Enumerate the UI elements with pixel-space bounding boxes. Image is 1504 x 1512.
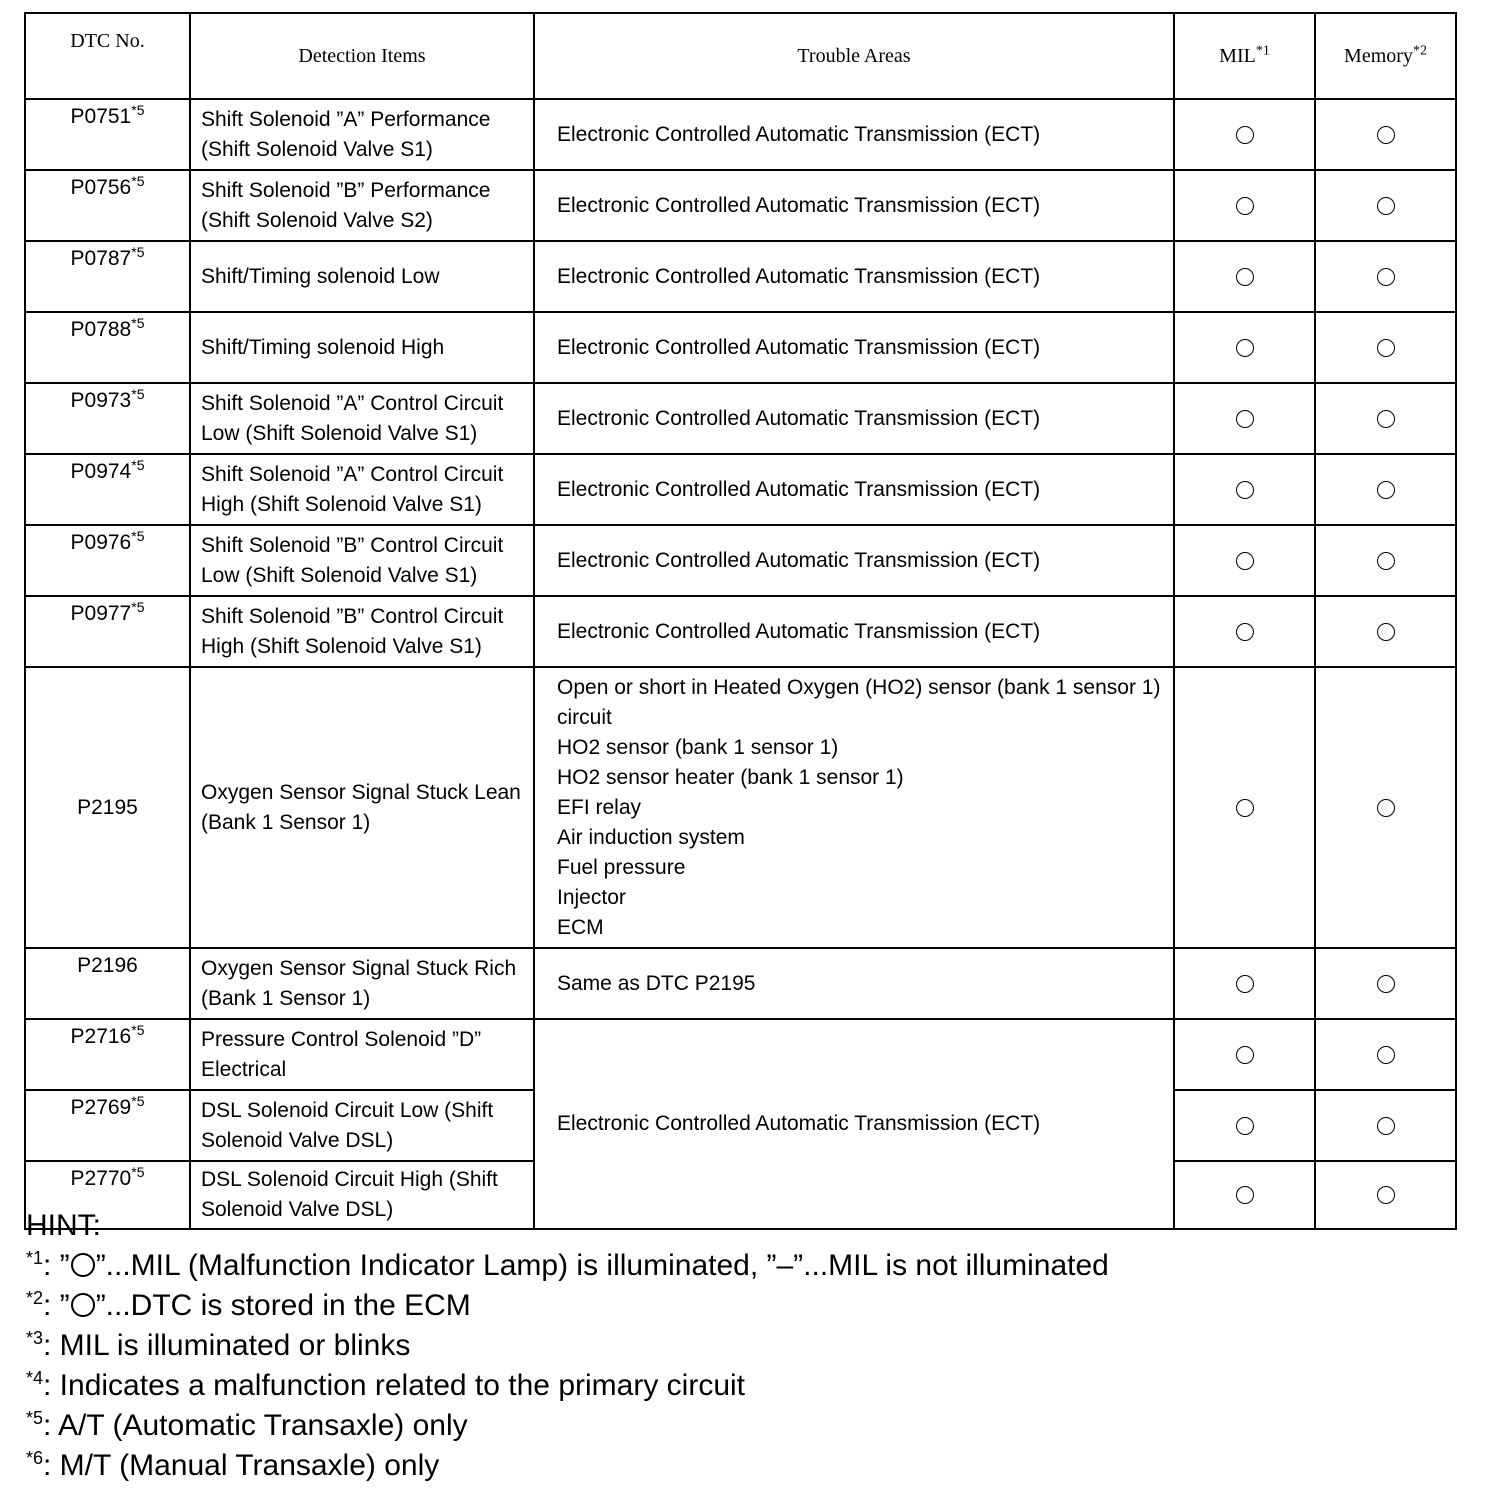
dtc-code-cell — [25, 241, 190, 312]
circle-mark-icon — [1236, 1186, 1254, 1204]
note-mark: *1 — [26, 1248, 44, 1268]
dtc-footnote: *5 — [131, 386, 145, 402]
trouble-area-line: Air induction system — [557, 825, 745, 849]
circle-mark-icon — [1236, 1046, 1254, 1064]
note-mark: *6 — [26, 1448, 44, 1468]
circle-mark-icon — [1236, 410, 1254, 428]
memory-cell — [1315, 99, 1456, 170]
detection-item: Pressure Control Solenoid ”D” Electrical — [190, 1019, 534, 1090]
hint-note — [26, 1406, 1109, 1446]
circle-mark-icon — [71, 1293, 95, 1317]
hint-section — [26, 1206, 1109, 1486]
trouble-area-line: HO2 sensor (bank 1 sensor 1) — [557, 735, 839, 759]
circle-mark-icon — [1377, 799, 1395, 817]
mil-cell — [1174, 667, 1315, 948]
memory-cell — [1315, 1090, 1456, 1161]
hint-note — [26, 1446, 1109, 1486]
trouble-area: Electronic Controlled Automatic Transmission (ECT) — [534, 383, 1174, 454]
header-dtc-no: DTC No. — [25, 13, 190, 99]
detection-item: DSL Solenoid Circuit High (Shift Solenoid Valve DSL) — [190, 1161, 534, 1229]
dtc-footnote: *5 — [131, 1164, 145, 1180]
dtc-code: P0787 — [70, 247, 132, 270]
note-text: : M/T (Manual Transaxle) only — [43, 1449, 440, 1482]
circle-mark-icon — [71, 1253, 95, 1277]
dtc-footnote: *5 — [131, 457, 145, 473]
detection-item: Shift Solenoid ”B” Control Circuit Low (Shift Solenoid Valve S1) — [190, 525, 534, 596]
header-detection-items: Detection Items — [190, 13, 534, 99]
memory-cell — [1315, 454, 1456, 525]
note-text-pre: : ” — [43, 1249, 70, 1282]
trouble-area-line: Open or short in Heated Oxygen (HO2) sensor (bank 1 sensor 1) circuit — [557, 675, 1161, 729]
detection-item: Shift/Timing solenoid Low — [190, 241, 534, 312]
dtc-code-cell — [25, 525, 190, 596]
header-mil-footnote: *1 — [1255, 43, 1270, 59]
table-row — [25, 1019, 1456, 1090]
table-row — [25, 667, 1456, 948]
trouble-area: Same as DTC P2195 — [534, 948, 1174, 1019]
memory-cell — [1315, 383, 1456, 454]
table-row — [25, 596, 1456, 667]
circle-mark-icon — [1377, 552, 1395, 570]
mil-cell — [1174, 241, 1315, 312]
mil-cell — [1174, 948, 1315, 1019]
circle-mark-icon — [1377, 1186, 1395, 1204]
trouble-area: Electronic Controlled Automatic Transmission (ECT) — [534, 454, 1174, 525]
mil-cell — [1174, 1161, 1315, 1229]
dtc-footnote: *5 — [131, 1093, 145, 1109]
mil-cell — [1174, 525, 1315, 596]
header-memory — [1315, 13, 1456, 99]
detection-item: Oxygen Sensor Signal Stuck Rich (Bank 1 Sensor 1) — [190, 948, 534, 1019]
dtc-code: P0976 — [70, 531, 132, 554]
dtc-code: P2769 — [70, 1096, 132, 1119]
trouble-area-line: HO2 sensor heater (bank 1 sensor 1) — [557, 765, 904, 789]
dtc-footnote: *5 — [131, 315, 145, 331]
circle-mark-icon — [1236, 126, 1254, 144]
circle-mark-icon — [1377, 975, 1395, 993]
note-mark: *4 — [26, 1368, 44, 1388]
trouble-area: Electronic Controlled Automatic Transmission (ECT) — [534, 596, 1174, 667]
hint-note — [26, 1326, 1109, 1366]
table-row — [25, 312, 1456, 383]
memory-cell — [1315, 312, 1456, 383]
note-text-pre: : ” — [43, 1289, 70, 1322]
dtc-code: P2196 — [77, 954, 138, 977]
hint-note — [26, 1246, 1109, 1286]
trouble-area-line: Injector — [557, 885, 626, 909]
dtc-code: P0751 — [70, 105, 132, 128]
dtc-footnote: *5 — [131, 244, 145, 260]
header-trouble-areas: Trouble Areas — [534, 13, 1174, 99]
hint-title: HINT: — [26, 1209, 101, 1242]
detection-item: Shift Solenoid ”A” Performance (Shift Solenoid Valve S1) — [190, 99, 534, 170]
dtc-code: P0977 — [70, 602, 132, 625]
dtc-code-cell — [25, 383, 190, 454]
detection-item: Shift Solenoid ”A” Control Circuit High (Shift Solenoid Valve S1) — [190, 454, 534, 525]
dtc-footnote: *5 — [131, 173, 145, 189]
dtc-code-cell — [25, 948, 190, 1019]
circle-mark-icon — [1236, 552, 1254, 570]
memory-cell — [1315, 596, 1456, 667]
circle-mark-icon — [1236, 197, 1254, 215]
dtc-code-cell — [25, 596, 190, 667]
dtc-code: P0756 — [70, 176, 132, 199]
mil-cell — [1174, 99, 1315, 170]
mil-cell — [1174, 383, 1315, 454]
dtc-footnote: *5 — [131, 599, 145, 615]
dtc-footnote: *5 — [131, 1022, 145, 1038]
dtc-table — [24, 12, 1457, 1230]
hint-note — [26, 1366, 1109, 1406]
circle-mark-icon — [1236, 1117, 1254, 1135]
mil-cell — [1174, 454, 1315, 525]
memory-cell — [1315, 1019, 1456, 1090]
note-text: : Indicates a malfunction related to the primary circuit — [43, 1369, 745, 1402]
dtc-code: P0788 — [70, 318, 132, 341]
circle-mark-icon — [1377, 1046, 1395, 1064]
table-row — [25, 383, 1456, 454]
hint-note — [26, 1286, 1109, 1326]
detection-item: Shift Solenoid ”B” Performance (Shift Solenoid Valve S2) — [190, 170, 534, 241]
circle-mark-icon — [1377, 339, 1395, 357]
circle-mark-icon — [1236, 339, 1254, 357]
table-header-row — [25, 13, 1456, 99]
header-mil — [1174, 13, 1315, 99]
mil-cell — [1174, 170, 1315, 241]
dtc-code-cell — [25, 454, 190, 525]
circle-mark-icon — [1377, 268, 1395, 286]
dtc-code-cell — [25, 667, 190, 948]
dtc-code-cell — [25, 99, 190, 170]
trouble-area: Electronic Controlled Automatic Transmission (ECT) — [534, 312, 1174, 383]
header-memory-footnote: *2 — [1412, 43, 1427, 59]
detection-item: Shift/Timing solenoid High — [190, 312, 534, 383]
header-mil-label: MIL — [1219, 45, 1256, 67]
table-row — [25, 454, 1456, 525]
circle-mark-icon — [1377, 1117, 1395, 1135]
trouble-area-merged: Electronic Controlled Automatic Transmission (ECT) — [534, 1019, 1174, 1229]
detection-item: Shift Solenoid ”B” Control Circuit High (Shift Solenoid Valve S1) — [190, 596, 534, 667]
memory-cell — [1315, 170, 1456, 241]
mil-cell — [1174, 596, 1315, 667]
dtc-code: P0974 — [70, 460, 132, 483]
note-text: ”...MIL (Malfunction Indicator Lamp) is illuminated, ”–”...MIL is not illuminated — [95, 1249, 1109, 1282]
table-row — [25, 241, 1456, 312]
circle-mark-icon — [1236, 481, 1254, 499]
trouble-area — [534, 667, 1174, 948]
circle-mark-icon — [1236, 623, 1254, 641]
note-text: : A/T (Automatic Transaxle) only — [43, 1409, 468, 1442]
dtc-code: P2195 — [77, 795, 138, 819]
dtc-code-cell — [25, 1019, 190, 1090]
trouble-area: Electronic Controlled Automatic Transmission (ECT) — [534, 241, 1174, 312]
mil-cell — [1174, 1019, 1315, 1090]
memory-cell — [1315, 241, 1456, 312]
mil-cell — [1174, 312, 1315, 383]
table-row — [25, 99, 1456, 170]
note-text: ”...DTC is stored in the ECM — [95, 1289, 471, 1322]
note-mark: *2 — [26, 1288, 44, 1308]
detection-item: DSL Solenoid Circuit Low (Shift Solenoid Valve DSL) — [190, 1090, 534, 1161]
circle-mark-icon — [1377, 481, 1395, 499]
trouble-area-line: Fuel pressure — [557, 855, 686, 879]
dtc-code: P0973 — [70, 389, 132, 412]
dtc-footnote: *5 — [131, 102, 145, 118]
circle-mark-icon — [1377, 623, 1395, 641]
circle-mark-icon — [1377, 126, 1395, 144]
trouble-area: Electronic Controlled Automatic Transmission (ECT) — [534, 525, 1174, 596]
memory-cell — [1315, 948, 1456, 1019]
circle-mark-icon — [1377, 197, 1395, 215]
memory-cell — [1315, 667, 1456, 948]
detection-item: Oxygen Sensor Signal Stuck Lean (Bank 1 Sensor 1) — [190, 667, 534, 948]
memory-cell — [1315, 525, 1456, 596]
trouble-area-line: EFI relay — [557, 795, 642, 819]
note-text: : MIL is illuminated or blinks — [43, 1329, 411, 1362]
memory-cell — [1315, 1161, 1456, 1229]
table-row — [25, 170, 1456, 241]
table-row — [25, 525, 1456, 596]
dtc-code-cell — [25, 312, 190, 383]
trouble-area: Electronic Controlled Automatic Transmission (ECT) — [534, 170, 1174, 241]
trouble-area-line: ECM — [557, 915, 604, 939]
note-mark: *3 — [26, 1328, 44, 1348]
circle-mark-icon — [1236, 799, 1254, 817]
dtc-code-cell — [25, 1090, 190, 1161]
dtc-footnote: *5 — [131, 528, 145, 544]
note-mark: *5 — [26, 1408, 44, 1428]
circle-mark-icon — [1236, 975, 1254, 993]
dtc-code: P2770 — [70, 1167, 132, 1190]
header-memory-label: Memory — [1344, 45, 1413, 67]
table-row — [25, 948, 1456, 1019]
dtc-code: P2716 — [70, 1025, 132, 1048]
circle-mark-icon — [1377, 410, 1395, 428]
mil-cell — [1174, 1090, 1315, 1161]
trouble-area: Electronic Controlled Automatic Transmission (ECT) — [534, 99, 1174, 170]
dtc-code-cell — [25, 170, 190, 241]
circle-mark-icon — [1236, 268, 1254, 286]
detection-item: Shift Solenoid ”A” Control Circuit Low (Shift Solenoid Valve S1) — [190, 383, 534, 454]
